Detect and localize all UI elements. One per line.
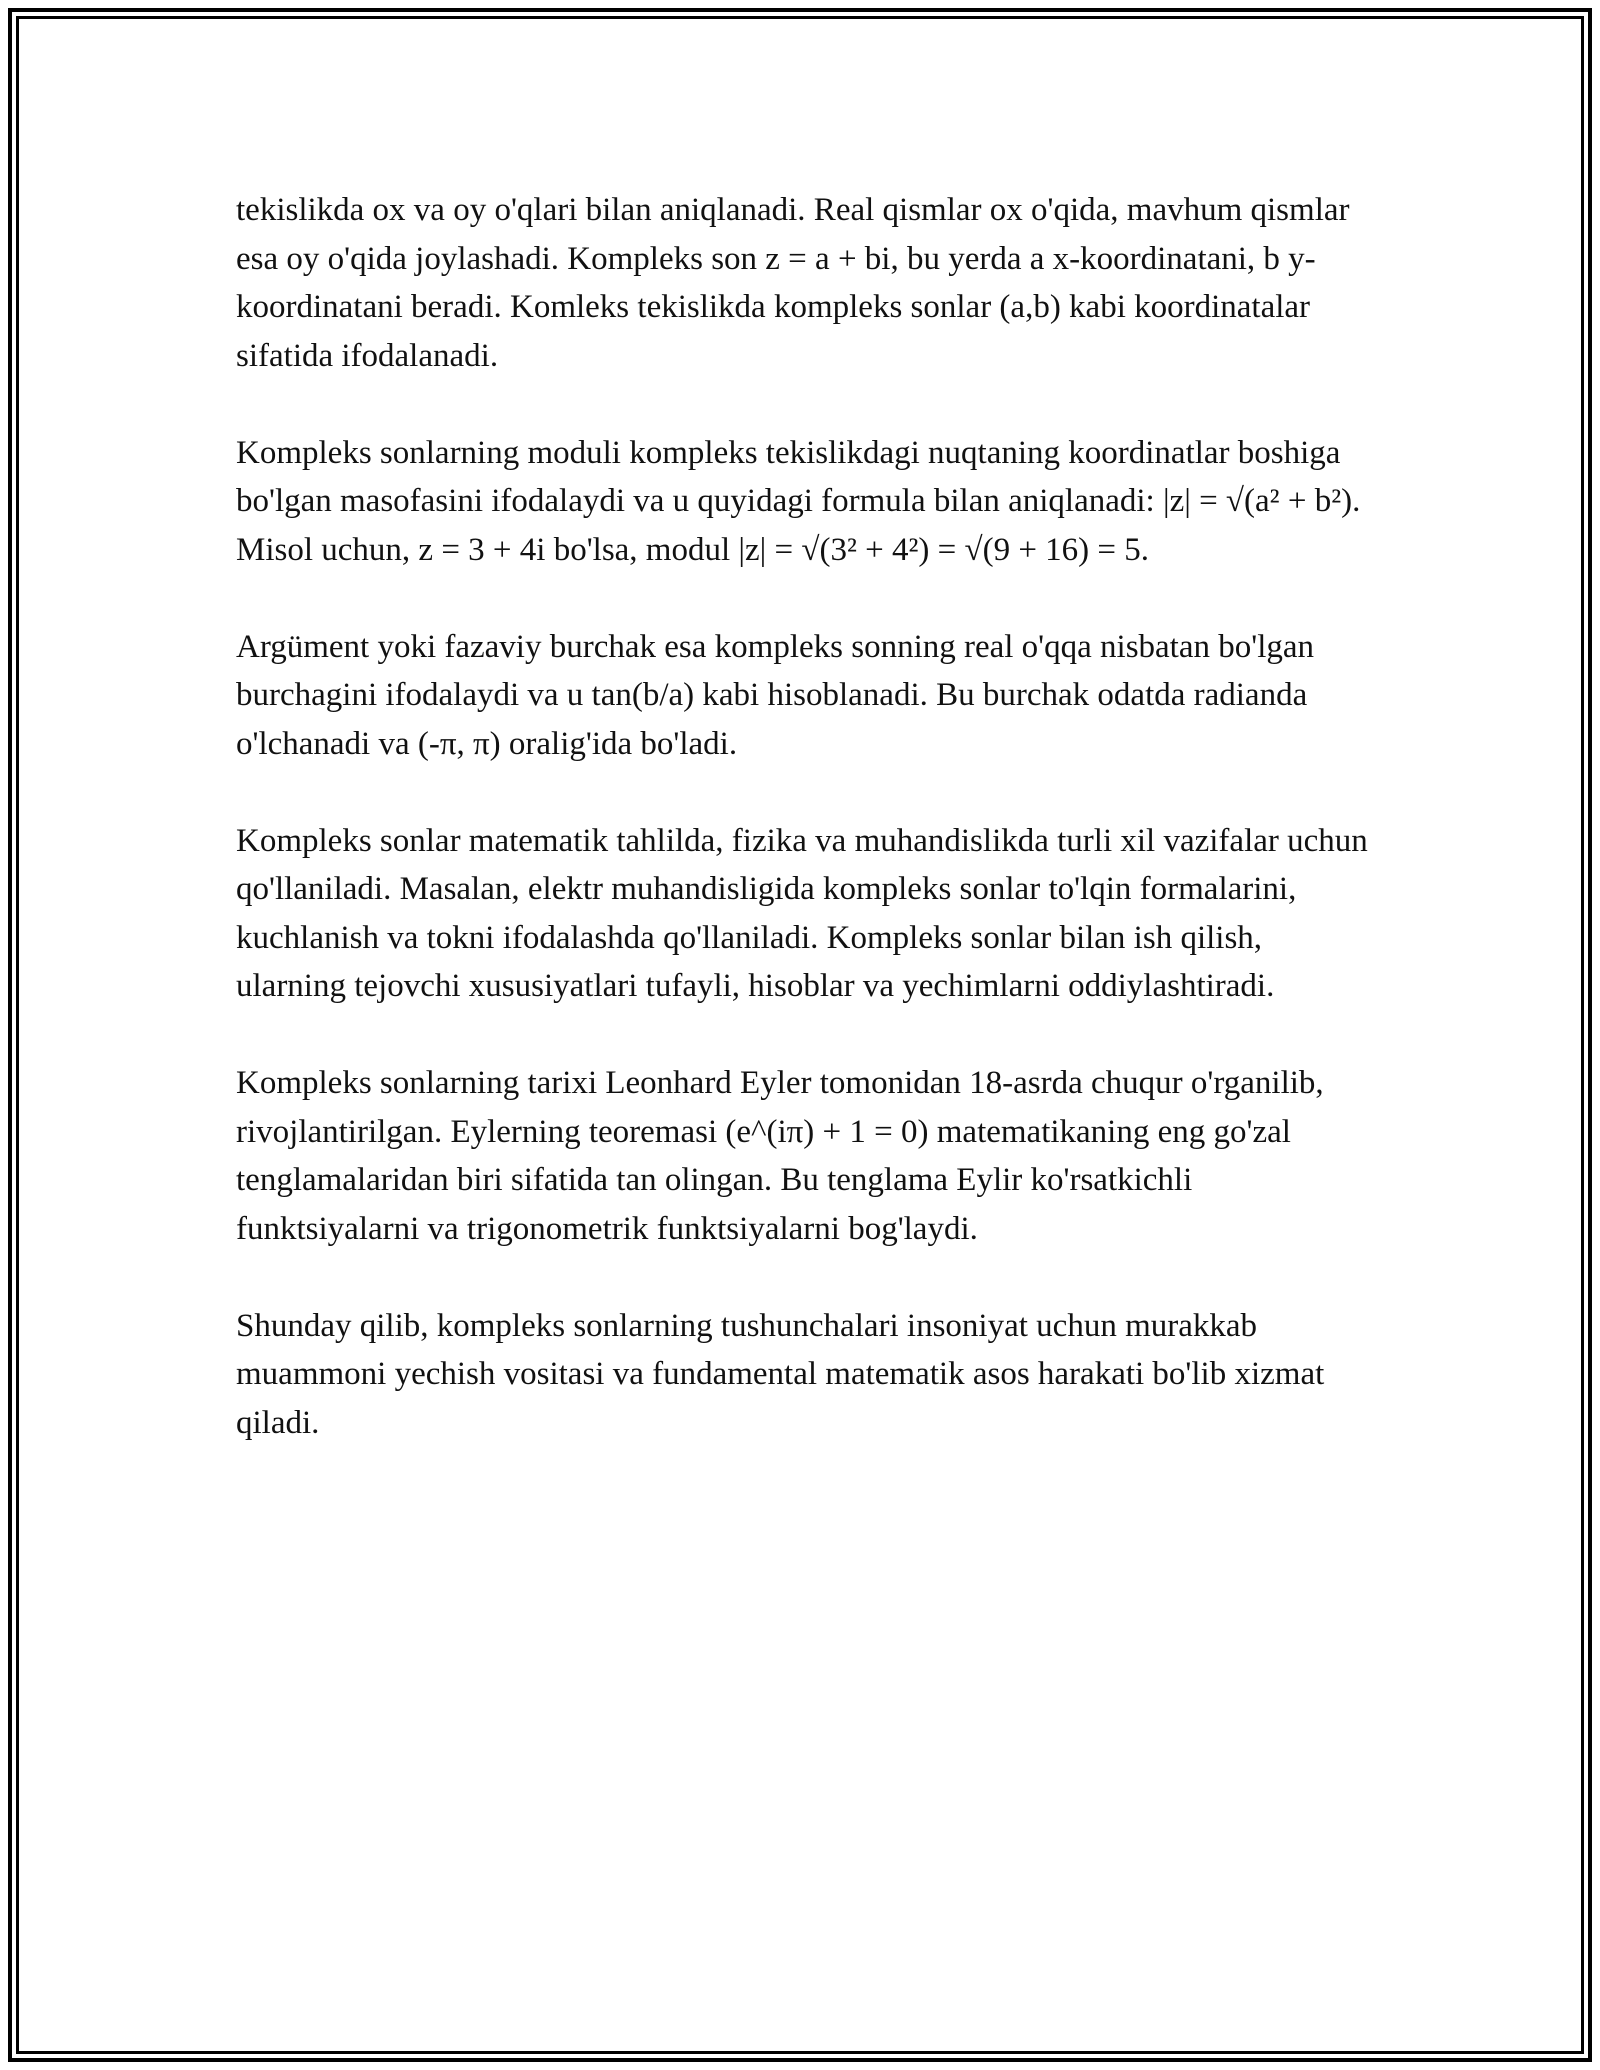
paragraph-complex-plane: tekislikda ox va oy o'qlari bilan aniqlanadi. Real qismlar ox o'qida, mavhum qismlar esa oy o'qida joylashadi. Kompleks son z = a + bi, bu yerda a x-koordinatani, b y-koordinatani beradi. Komleks tekislikda kompleks sonlar (a,b) kabi koordinatalar sifatida ifodalanadi. [236,192,1350,374]
paragraph-applications: Kompleks sonlar matematik tahlilda, fizika va muhandislikda turli xil vazifalar uchun qo'llaniladi. Masalan, elektr muhandisligida kompleks sonlar to'lqin formalarini, kuchlanish va tokni ifodalashda qo'llaniladi. Kompleks sonlar bilan ish qilish, ularning tejovchi xususiyatlari tufayli, hisoblar va yechimlarni oddiylashtiradi. [236,822,1368,1004]
paragraph-conclusion: Shunday qilib, kompleks sonlarning tushunchalari insoniyat uchun murakkab muammoni yechish vositasi va fundamental matematik asos harakati bo'lib xizmat qiladi. [236,1307,1325,1441]
paragraph-modulus: Kompleks sonlarning moduli kompleks tekislikdagi nuqtaning koordinatlar boshiga bo'lgan masofasini ifodalaydi va u quyidagi formula bilan aniqlanadi: |z| = √(a² + b²). Misol uchun, z = 3 + 4i bo'lsa, modul |z| = √(3² + 4²) = √(9 + 16) = 5. [236,434,1361,568]
document-body [236,186,1376,1496]
paragraph-history: Kompleks sonlarning tarixi Leonhard Eyler tomonidan 18-asrda chuqur o'rganilib, rivojlantirilgan. Eylerning teoremasi (e^(iπ) + 1 = 0) matematikaning eng go'zal tenglamalaridan biri sifatida tan olingan. Bu tenglama Eylir ko'rsatkichli funktsiyalarni va trigonometrik funktsiyalarni bog'laydi. [236,1065,1324,1247]
paragraph-argument: Argüment yoki fazaviy burchak esa kompleks sonning real o'qqa nisbatan bo'lgan burchagini ifodalaydi va u tan(b/a) kabi hisoblanadi. Bu burchak odatda radianda o'lchanadi va (-π, π) oralig'ida bo'ladi. [236,628,1315,762]
